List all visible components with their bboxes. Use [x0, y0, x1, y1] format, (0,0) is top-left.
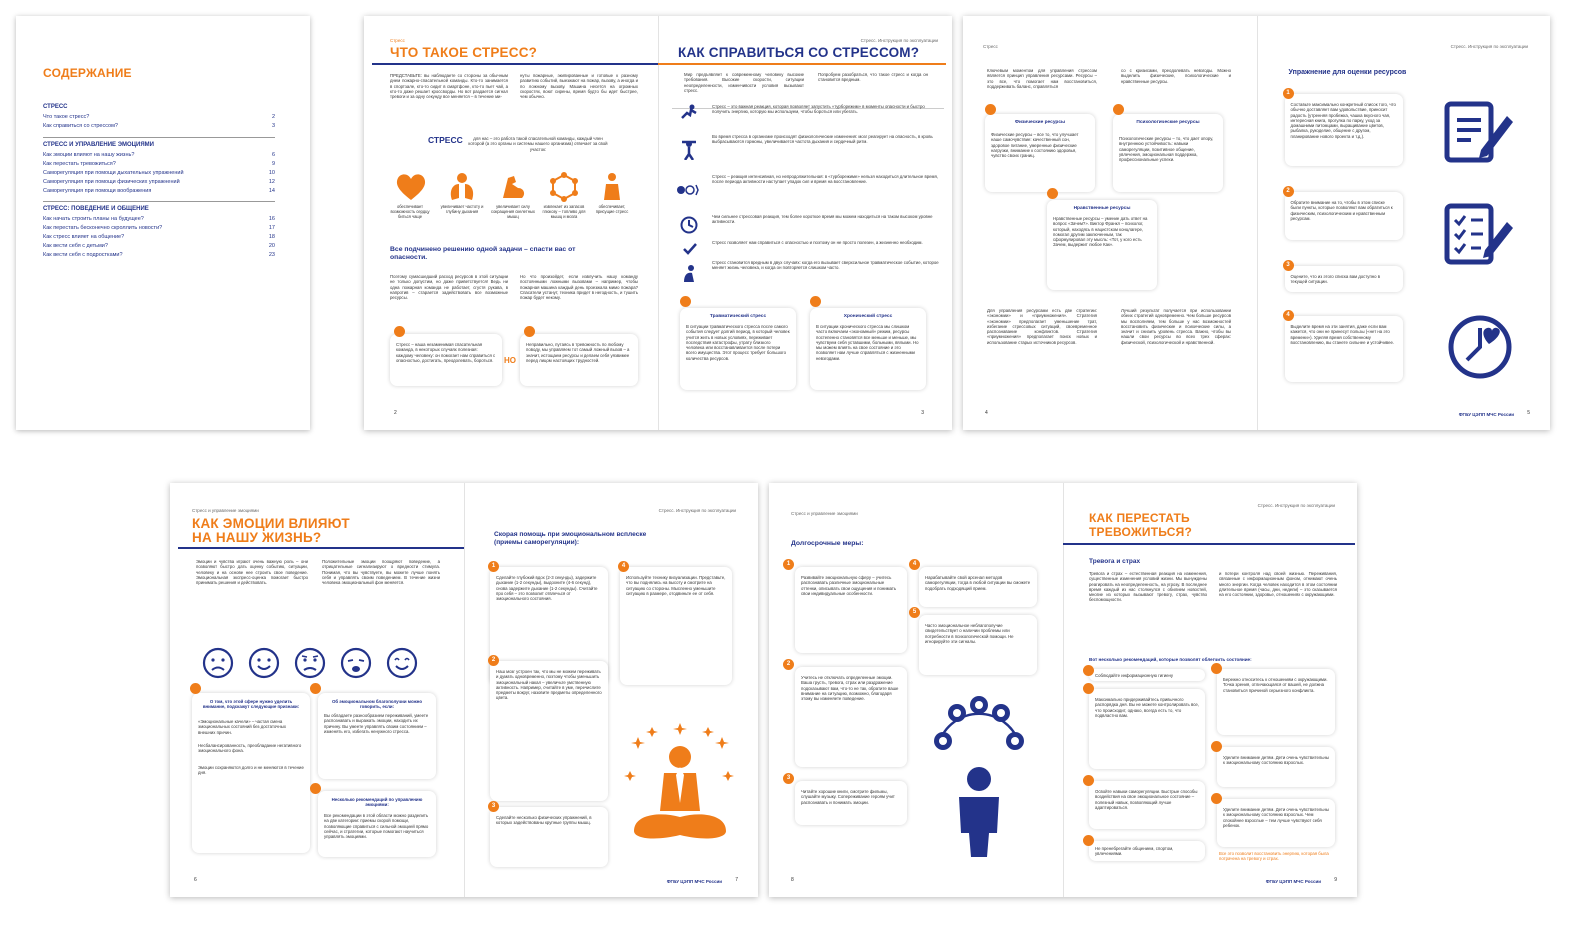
step-card: [1285, 94, 1403, 166]
step-number: 1: [783, 559, 794, 570]
toc-divider: [43, 137, 275, 138]
step-text: Выделите время на эти занятия, даже если вам кажется, что они не принесут пользы («нет на это времени»). Уделяя время собственному восстановлению, вы станете сильнее и устойчивее.: [1290, 324, 1395, 345]
rec-card: [1217, 747, 1335, 787]
info-card: [390, 334, 502, 386]
card-heading: Несколько рекомендаций по управлению эмоциями:: [331, 797, 423, 807]
rec-card: [1217, 799, 1335, 847]
toc-item-page: 17: [268, 225, 275, 231]
measure-card: [795, 567, 907, 653]
energy-icon: [676, 182, 702, 198]
meditation-icon: [624, 721, 736, 847]
card-heading: О том, что этой сфере нужно уделить внимание, подскажут следующие признаки:: [202, 699, 300, 709]
aid-text: Используйте технику визуализации. Представьте, что вы поднялись на высоту и смотрите на ситуацию со стороны. Мысленно уменьшите ситуацию в размере, отодвиньте ее от себя.: [626, 575, 726, 596]
page-2: [364, 16, 658, 430]
step-number: 4: [618, 561, 629, 572]
happy-face-icon: [248, 647, 280, 679]
rec-text: Бережно относитесь к отношениям с окружающими. Точка зрения, отличающаяся от вашей, не должна становиться причиной серьезного конфликта.: [1223, 677, 1328, 693]
toc-title: СОДЕРЖАНИЕ: [43, 66, 132, 80]
page-title: КАК ПЕРЕСТАТЬ ТРЕВОЖИТЬСЯ?: [1089, 511, 1193, 539]
running-header: Стресс. Инструкция по эксплуатации: [1450, 44, 1528, 49]
running-header: Стресс: [983, 44, 998, 49]
intro-right: Попробуем разобраться, что такое стресс и когда он становится вредным.: [818, 72, 928, 83]
toc-divider: [43, 201, 275, 202]
card-text: Психологические ресурсы – то, что дает опору, внутреннюю устойчивость: навыки саморегуляции, позитивное общение, увлечения, эмоциональная поддержка, профессиональные успехи.: [1119, 136, 1214, 163]
spread-pages-4-5: [963, 16, 1550, 430]
body-left: Поэтому сумасшедший расход ресурсов в этой ситуации не только допустим, но даже приветствуется! Ведь ни одна пожарная команда не работает, сгустя рукава, в напротив – старается задействовать все возможные ресурсы.: [390, 274, 508, 301]
body-right: Положительные эмоции поощряют поведение, а отрицательные сигнализируют о вредности стимула. Понимая, что вы чувствуете, вы можете лучше понять себя и управлять своим поведением. В течение жизни человека эмоциональный фон меняется.: [322, 559, 440, 586]
upset-face-icon: [294, 647, 326, 679]
step-number: 2: [783, 659, 794, 670]
muscle-icon: [498, 172, 528, 202]
rec-text: Освойте навыки саморегуляции. Быстрые способы воздействия на свое эмоциональное состояние – полезный навык, позволяющий лучше адаптироваться.: [1095, 789, 1198, 810]
spread-pages-6-7: [170, 483, 758, 897]
smile-face-icon: [386, 647, 418, 679]
lungs-icon: [446, 172, 478, 202]
signs-card: [192, 693, 310, 853]
wellbeing-card: [318, 693, 436, 779]
organ-label: увеличивает частоту и глубину дыхания: [440, 204, 484, 214]
toc-item[interactable]: [43, 243, 275, 249]
rec-card: [1089, 669, 1205, 681]
step-number: 1: [488, 561, 499, 572]
but-label: НО: [504, 356, 516, 365]
body-right: Но что произойдет, если извлучить нашу команду постоянными ложными вызовами – например, чтобы пожарная машина каждый день проезжала мимо пожара? Спасатели устанут, техника придет в негодность, и тушить пожар будет некому.: [520, 274, 638, 301]
page-5: [1257, 16, 1551, 430]
toc-item[interactable]: [43, 114, 275, 120]
page-number: 6: [194, 877, 197, 883]
toc-item[interactable]: [43, 161, 275, 167]
card-heading: Психологические ресурсы: [1136, 120, 1200, 125]
fact-text: Чем сильнее стрессовая реакция, тем более короткое время мы можем находиться на таком высоком уровне активности.: [712, 214, 933, 225]
card-heading: Травматический стресс: [709, 314, 767, 319]
toc-item-page: 23: [268, 252, 275, 258]
measure-card: [795, 781, 907, 825]
step-card: [1285, 266, 1403, 292]
title-rule: [658, 63, 946, 65]
toc-item-label: Что такое стресс?: [43, 114, 90, 120]
fact-text: Стресс – реакция интенсивная, но непродолжительная: в «турборежиме» нельзя находиться длительное время, после периода активности наступает упадок сил и время на восстановление.: [712, 174, 938, 185]
fact-text: Во время стресса в организме происходят физиологические изменения: мозг реагирует на опасность, в кровь выбрасываются гормоны, увеличивается частота дыхания и сердечный ритм.: [712, 134, 933, 145]
page-7: [464, 483, 758, 897]
checklist-icon: [1441, 200, 1515, 266]
toc-item-page: 2: [271, 114, 275, 120]
toc-item[interactable]: [43, 179, 275, 185]
card-item: Эмоции сохраняются долго и не меняются в течение дня.: [198, 765, 304, 776]
rec-text: Соблюдайте информационную гигиену: [1095, 673, 1174, 678]
bullet-dot: [1211, 793, 1222, 804]
body-right: и потери контроля над своей жизнью. Переживания, связанные с информационным фоном, отнимают очень много энергии. Когда человек находится в этом состоянии длительное время (часы, дни, недели) – это сказывается на его состоянии, здоровье, отношениях с окружающими.: [1219, 571, 1337, 598]
toc-item-label: Саморегуляция при помощи физических упражнений: [43, 179, 180, 185]
toc-item[interactable]: [43, 252, 275, 258]
toc-item-label: Как начать строить планы на будущее?: [43, 216, 144, 222]
toc-item-label: Как стресс влияет на общение?: [43, 234, 125, 240]
rec-text: Не пренебрегайте общением, спортом, увлечениями.: [1095, 846, 1174, 857]
card-text: Все рекомендации в этой области можно разделить на две категории: приемы скорой помощи, позволяющие справиться с сильной эмоцией прямо сейчас, и стратегии, которые помогают научиться управлять эмоциями.: [324, 813, 429, 840]
card-heading: Хронический стресс: [843, 314, 893, 319]
organ-label: обеспечивает возможность сердцу биться чаще: [390, 204, 430, 219]
trauma-card: [680, 308, 796, 390]
step-text: Обратите внимание на то, чтобы в этом списке были пункты, которые позволяют вам обратиться к физическим, психологическим и нравственным ресурсам.: [1290, 200, 1393, 221]
toc-item[interactable]: [43, 152, 275, 158]
person-sitting-icon: [680, 264, 698, 284]
rec-text: Уделите внимание детям. Дети очень чувствительны к эмоциональному состоянию взрослых.: [1223, 755, 1329, 766]
subheading: Все подчинено решению одной задачи – спасти вас от опасности.: [390, 246, 576, 261]
toc-page: [16, 16, 310, 430]
step-number: 3: [783, 773, 794, 784]
rec-card: [1089, 781, 1205, 829]
measure-text: Читайте хорошие книги, смотрите фильмы, слушайте музыку. Сопереживание героям учит распознавать и понимать эмоции.: [801, 789, 895, 805]
resource-card: [985, 114, 1095, 192]
checkmark-icon: [682, 242, 698, 256]
aid-text: Сделайте несколько физических упражнений, в которых задействованы крупные группы мышц.: [496, 815, 592, 826]
page-number: 9: [1334, 877, 1337, 883]
toc-section: СТРЕСС: ПОВЕДЕНИЕ И ОБЩЕНИЕ: [43, 206, 149, 212]
page-6: [170, 483, 464, 897]
resource-card: [1113, 114, 1223, 192]
running-header: Стресс. Инструкция по эксплуатации: [1257, 503, 1335, 508]
bullet-dot: [394, 326, 405, 337]
publisher-logo: ФГБУ ЦЭПП МЧС России: [666, 879, 722, 884]
toc-item[interactable]: [43, 225, 275, 231]
step-text: Оцените, что из этого списка вам доступно в текущей ситуации.: [1290, 274, 1381, 285]
toc-section: СТРЕСС: [43, 104, 68, 110]
toc-item-page: 18: [268, 234, 275, 240]
card-text: В ситуации травматического стресса после самого события следует долгий период, в который человек учится жить в новых условиях, переживает последствия катастрофы, утрату близкого человека или восстанавливается после потери всего имущества. Этот процесс требует большого количества ресурсов.: [686, 324, 790, 361]
page-9: [1063, 483, 1357, 897]
aid-card: [620, 567, 732, 685]
molecule-icon: [548, 172, 580, 202]
rec-card: [1089, 689, 1205, 769]
toc-item-label: Как перестать тревожиться?: [43, 161, 116, 167]
card-heading: Физические ресурсы: [1014, 120, 1066, 125]
page-3: [658, 16, 952, 430]
toc-item-label: Как эмоции влияют на нашу жизнь?: [43, 152, 135, 158]
toc-item[interactable]: [43, 216, 275, 222]
title-rule: [178, 547, 464, 549]
toc-item-page: 16: [268, 216, 275, 222]
page-title: КАК СПРАВИТЬСЯ СО СТРЕССОМ?: [678, 45, 920, 60]
toc-item[interactable]: [43, 170, 275, 176]
page-number: 2: [394, 410, 397, 416]
card-heading: Нравственные ресурсы: [1073, 206, 1131, 211]
page-8: [769, 483, 1063, 897]
bullet-dot: [1083, 683, 1094, 694]
step-number: 4: [909, 559, 920, 570]
fact-text: Стресс – это важная реакция, которая позволяет запустить «турборежим» в моменты опасности и быстро получить энергию, которую мы используем, чтобы бороться или убегать.: [712, 104, 925, 115]
clock-heart-icon: [1447, 314, 1513, 380]
recommendations-title: Вот несколько рекомендаций, которые позволят облегчить состояние:: [1089, 657, 1252, 662]
measure-text: Нарабатывайте свой арсенал методов саморегуляции, тогда в любой ситуации вы сможете подобрать подходящий прием.: [925, 575, 1031, 591]
step-card: [1285, 192, 1403, 240]
page-number: 3: [921, 410, 924, 416]
card-item: Несбалансированность, преобладание негативного эмоционального фона.: [198, 743, 302, 754]
step-number: 2: [488, 655, 499, 666]
bullet-dot: [1083, 775, 1094, 786]
body-left: Тревога и страх – естественная реакция на изменения, существенные изменения условий жизни. Мы вынуждены реагировать на неопределенность, на угрозу. В последнее время каждый из нас столкнулся с обилием новостей, многие из которых вызывают тревогу, страх, чувство беспомощности.: [1089, 571, 1207, 603]
card-text: Неправильно, путаясь в тревожность по любому поводу, мы управляем тот самый ложный вызов – а значит, истощаем ресурсы и делаем себя уязвимее перед лицом настоящих трудностей.: [526, 342, 630, 363]
step-number: 3: [1283, 260, 1294, 271]
organ-label: извлекает из запасов глюкозу – топливо для мышц и мозга: [542, 204, 586, 219]
toc-item[interactable]: [43, 188, 275, 194]
highlight-note: Все это позволит восстановить энергию, которая была потрачена на тревогу и страх.: [1219, 851, 1329, 862]
measure-card: [795, 667, 907, 767]
section-title: Долгосрочные меры:: [791, 540, 864, 547]
bullet-dot: [1083, 835, 1094, 846]
document-edit-icon: [1441, 98, 1515, 164]
bullet-dot: [810, 296, 821, 307]
recommendations-card: [318, 791, 436, 857]
rec-text: Максимально придерживайтесь привычного распорядка дня. Вы не можете контролировать все, что происходит, однако, всегда есть то, что подвластно вам.: [1095, 697, 1199, 718]
running-header: Стресс и управление эмоциями: [192, 508, 259, 513]
subheading: Тревога и страх: [1089, 558, 1141, 565]
toc-item-page: 10: [268, 170, 275, 176]
bullet-dot: [310, 783, 321, 794]
page-4: [963, 16, 1257, 430]
toc-item[interactable]: [43, 234, 275, 240]
toc-item-page: 12: [268, 179, 275, 185]
toc-item-page: 14: [268, 188, 275, 194]
chronic-card: [810, 308, 926, 390]
running-person-icon: [678, 104, 700, 120]
running-header: Стресс. Инструкция по эксплуатации: [860, 38, 938, 43]
bullet-dot: [1113, 104, 1124, 115]
bullet-dot: [1211, 663, 1222, 674]
step-number: 5: [909, 607, 920, 618]
bullet-dot: [1211, 741, 1222, 752]
toc-item-label: Как перестать бесконечно скроллить новости?: [43, 225, 163, 231]
bullet-dot: [524, 326, 535, 337]
toc-item-page: 20: [268, 243, 275, 249]
page-title: КАК ЭМОЦИИ ВЛИЯЮТ НА НАШУ ЖИЗНЬ?: [192, 516, 350, 545]
spread-pages-2-3: [364, 16, 952, 430]
running-header: Стресс. Инструкция по эксплуатации: [658, 508, 736, 513]
card-text: Стресс – наша незаменимая спасательная команда, в некоторых случаях полезная: каждому человеку: он помогает нам справиться с опасностью, достигать, преодолевать, бороться.: [396, 342, 496, 363]
fact-text: Стресс становится вредным в двух случаях: когда его вызывает сверхсильное травматическое событие, которое меняет жизнь человека, и когда он повторяется слишком часто.: [712, 260, 939, 271]
card-text: Нравственные ресурсы – умение дать ответ на вопрос «Зачем?». Виктор Франкл – психолог, который, находясь в нацистском концлагере, помогал другим заключенным, так сформулировал эту мысль: «Тот, у кого есть Зачем, выдержит любое Как».: [1053, 216, 1148, 248]
title-rule: [1063, 543, 1355, 545]
intro-right: со с кризисами, преодолевать невзгоды. Можно выделить физические, психологические и нравственные ресурсы.: [1121, 68, 1231, 84]
page-number: 7: [735, 877, 738, 883]
body-left: Эмоции и чувства играют очень важную роль – они позволяют быстро дать оценку событию, ситуации, человеку и на основе нее строить свое поведение. Эмоциональная экспресс-оценка помогает быстро принимать решения и действовать.: [196, 559, 308, 586]
step-number: 1: [1283, 88, 1294, 99]
aid-card: [490, 661, 608, 801]
stress-definition: для нас – это работа такой спасательной команды, каждый член которой (а это органы и системы нашего организма) отвечает за свой участок:: [468, 136, 608, 152]
intro-left: Мир предъявляет к современному человеку высокие требования. Высокие скорости, ситуации неопределенности, изменчивости условия вызывают стресс.: [684, 72, 804, 93]
rec-card: [1217, 669, 1335, 735]
aid-card: [490, 807, 608, 867]
bullet-dot: [985, 104, 996, 115]
card-text: Вы обладаете разнообразием переживаний, умеете распознавать и выражать эмоции, находить их причину. Вы умеете управлять своим состоянием – изменять его, избегать ненужного стресса.: [324, 713, 429, 734]
toc-item-label: Как вести себя с подростками?: [43, 252, 123, 258]
aid-text: Наш мозг устроен так, что мы не можем переживать и думать одновременно, поэтому чтобы уменьшить эмоциональный накал – увеличьте умственную активность. Например, считайте в уме, перечислите предметы вокруг, назовите предметы определенного цвета.: [496, 669, 602, 701]
person-lifting-icon: [680, 140, 698, 160]
page-title: Скорая помощь при эмоциональном всплеске (приемы саморегуляции):: [494, 531, 647, 546]
intro-left: ПРЕДСТАВЬТЕ: вы наблюдаете со стороны за обычным днем пожарно-спасательной команды. Кто-то занимается в спортзале, кто-то сидит в смартфоне, кто-то пьет чай, а кто-то даже решает кроссворды. Но вот раздается сигнал тревоги и за одну секунду все меняется – в течение ми-: [390, 73, 508, 100]
body-icon: [600, 172, 624, 202]
measure-card: [919, 615, 1037, 675]
rec-text: Уделите внимание детям. Дети очень чувствительны к эмоциональному состоянию взрослых. Чем спокойнее взрослые – тем лучше чувствуют себя ребенок.: [1223, 807, 1329, 828]
organ-label: обеспечивает, присущие стресс: [595, 204, 629, 214]
page-number: 5: [1527, 410, 1530, 416]
intro-right: нуты пожарные, экипированные и готовые к разному развитию событий, выезжают на пожар, вызову, а иногда и по ложному вызову. Машина несется на огромных скоростях, воют сирены, время будто бы идет быстрее, чем обычно.: [520, 73, 638, 100]
page-title: ЧТО ТАКОЕ СТРЕСС?: [390, 45, 538, 60]
rec-card: [1089, 841, 1205, 861]
toc-item-label: Как справиться со стрессом?: [43, 123, 118, 129]
toc-item-label: Саморегуляция при помощи воображения: [43, 188, 152, 194]
spread-pages-8-9: [769, 483, 1357, 897]
card-text: Физические ресурсы – все то, что улучшает наше самочувствие: качественный сон, здоровое питание, умеренные физические нагрузки, внимание к состоянию здоровья, чувство своих границ.: [991, 132, 1079, 159]
publisher-logo: ФГБУ ЦЭПП МЧС России: [1458, 412, 1514, 417]
title-rule: [372, 63, 658, 65]
fact-text: Стресс позволяет нам справиться с опасностью и поэтому он не просто полезен, а жизненно необходим.: [712, 240, 923, 245]
resource-card: [1047, 200, 1157, 290]
running-header: Стресс и управление эмоциями: [791, 511, 858, 516]
bullet-dot: [1083, 665, 1094, 676]
toc-item-page: 3: [271, 123, 275, 129]
aid-text: Сделайте глубокий вдох (2-3 секунды), задержите дыхание (1-2 секунды), выдохните (4-6 секунд), снова задержите дыхание (1-2 секунды). Считайте про себя – это позволит отвлечься от эмоционального состояния.: [496, 575, 598, 602]
body-left: Для управления ресурсами есть две стратегии: «экономии» и «приумножения». Стратегия «экономии» предполагает уменьшение трат, избегание стрессовых ситуаций, своевременное распознавание конфликтов. Стратегия «приумножения» предполагает поиск новых и использование старых источников ресурсов.: [987, 308, 1097, 345]
info-card: [520, 334, 638, 386]
intro-left: Ключевым моментом для управления стрессом является принцип управления ресурсами. Ресурсы – это все, что помогает нам восстановиться, поддерживать баланс, справляться: [987, 68, 1097, 89]
card-heading: Об эмоциональном благополучии можно говорить, если:: [331, 699, 423, 709]
step-number: 3: [488, 801, 499, 812]
measure-text: Учитесь не отключать определенные эмоции. Ваша грусть, тревога, страх или раздражение подсказывают вам, что-то не так, обратите ваше внимание на ситуацию, возможно, благодаря этому вы изменяете поведение.: [801, 675, 899, 702]
card-item: «Эмоциональные качели» – частая смена эмоциональных состояний без достаточных внешних причин.: [198, 719, 287, 735]
toc-item-page: 6: [271, 152, 275, 158]
toc-section: СТРЕСС И УПРАВЛЕНИЕ ЭМОЦИЯМИ: [43, 142, 154, 148]
running-header: Стресс: [390, 38, 405, 43]
measure-text: Развивайте эмоциональную сферу – учитесь распознавать различные эмоциональные оттенки, описывать свои ощущения и понимать свои индивидуальные особенности.: [801, 575, 897, 596]
bullet-dot: [310, 683, 321, 694]
clock-icon: [680, 216, 698, 234]
toc-item-label: Как вести себя с детьми?: [43, 243, 108, 249]
publisher-logo: ФГБУ ЦЭПП МЧС России: [1265, 879, 1321, 884]
page-number: 8: [791, 877, 794, 883]
toc-item[interactable]: [43, 123, 275, 129]
measure-card: [919, 567, 1037, 607]
card-text: В ситуации хронического стресса мы слишком часто включаем «экономный» режим, ресурсы постепенно становятся все меньше и меньше, мы чувствуем себя уставшими, больными, вялыми. Но мы можем влиять на свое состояние и это позволяет нам лучше справляться с жизненными невзгодами.: [816, 324, 919, 361]
organ-label: увеличивает силу сокращения скелетных мышц: [491, 204, 535, 219]
stress-word: СТРЕСС: [428, 135, 463, 145]
bullet-dot: [190, 683, 201, 694]
toc-item-page: 9: [271, 161, 275, 167]
crying-face-icon: [340, 647, 372, 679]
emotions-person-icon: [927, 693, 1031, 857]
bullet-dot: [680, 296, 691, 307]
page-number: 4: [985, 410, 988, 416]
heart-icon: [394, 172, 428, 202]
measure-text: Часто эмоциональное неблагополучие свидетельствует о наличии проблемы или потребности в психологической помощи. Не игнорируйте эти сигналы.: [925, 623, 1014, 644]
step-text: Составьте максимально конкретный список того, что обычно доставляет вам удовольствие, приносит радость (утренняя пробежка, чашка вкусного чая, интересная книга, прогулка по парку, уход за домашними питомцами, выращивание цветов, рыбалка, рукоделие, общение с другом, планирование нового проекта и т.д.).: [1290, 102, 1396, 139]
step-number: 2: [1283, 186, 1294, 197]
body-right: Лучший результат получается при использовании обеих стратегий одновременно. Чем больше ресурсов мы восполняем, тем больше у нас возможностей восстановить физические и психические силы, а значит и снизить уровень стресса. Важно, чтобы вы нашли свои ресурсы во всех трех сферах: физической, психологической и нравственной.: [1121, 308, 1231, 345]
toc-item-label: Саморегуляция при помощи дыхательных упражнений: [43, 170, 184, 176]
step-card: [1285, 316, 1403, 382]
sad-face-icon: [202, 647, 234, 679]
page-title: Упражнение для оценки ресурсов: [1288, 69, 1407, 76]
bullet-dot: [1047, 188, 1058, 199]
step-number: 4: [1283, 310, 1294, 321]
